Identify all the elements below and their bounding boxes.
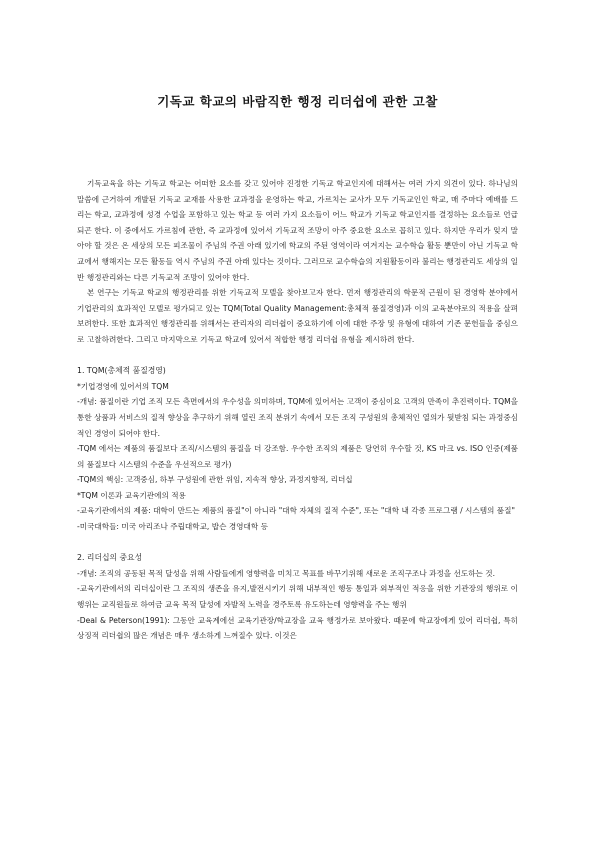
section-heading: 2. 리더십의 중요성 xyxy=(77,553,143,563)
section-item: -교육기관에서의 제품: 대학이 만드는 제품의 품질"이 아니라 "대학 자체의 질적 수준", 또는 "대학 내 각종 프로그램 / 시스템의 품질" xyxy=(77,506,515,516)
section-tqm xyxy=(77,363,518,535)
document-body xyxy=(77,176,518,644)
section-item: *TQM 이론과 교육기관에의 적용 xyxy=(77,490,186,500)
intro-paragraph: 본 연구는 기독교 학교의 행정관리를 위한 기독교적 모델을 찾아보고자 한다. 먼저 행정관리의 학문적 근원이 된 경영학 분야에서 기업관리의 효과적인 모델로 평가되고 있는 TQM(Total Quality Management:총체적 품질경영)과 이의 교육분야로의 적용을 살펴보려한다. 또한 효과적인 행정관리를 위해서는 관리자의 리더쉽이 중요하기에 이에 대한 주장 및 유형에 대하여 기존 문헌들을 중심으로 고찰하려한다. 그리고 마지막으로 기독교 학교에 있어서 적합한 행정 리더쉽 유형을 제시하려 한다. xyxy=(77,288,518,344)
section-item: -TQM의 핵심: 고객중심, 하부 구성원에 관한 위임, 지속적 향상, 과정지향적, 리더십 xyxy=(77,475,353,485)
spacer xyxy=(77,535,518,551)
section-leadership xyxy=(77,550,518,644)
section-item: -교육기관에서의 리더십이란 그 조직의 생존을 유지,발전시키기 위해 내부적인 행동 통일과 외부적인 적응을 위한 기관장의 행위로 이 행위는 교직원들로 하여금 교육 목적 달성에 자발적 노력을 경주토록 유도하는데 영향력을 주는 행위 xyxy=(77,584,518,610)
intro-paragraph: 기독교육을 하는 기독교 학교는 어떠한 요소를 갖고 있어야 진정한 기독교 학교인지에 대해서는 여러 가지 의견이 있다. 하나님의 말씀에 근거하여 개발된 기독교 교재를 사용한 교과정을 운영하는 학교, 가르치는 교사가 모두 기독교인인 학교, 매 주마다 예배를 드리는 학교, 교과정에 성경 수업을 포함하고 있는 학교 등 여러 가지 요소들이 어느 학교가 기독교 학교인지를 결정하는 요소들로 언급되곤 한다. 이 중에서도 가르침에 관한, 즉 교과정에 있어서 기독교적 조망이 아주 중요한 요소로 꼽히고 있다. 하지만 우리가 잊지 말아야 할 것은 온 세상의 모든 피조물이 주님의 주권 아래 있기에 학교의 주된 영역이라 여겨지는 교수학습 활동 뿐만이 아닌 기독교 학교에서 행해지는 모든 활동들 역시 주님의 주권 아래 있다는 것이다. 그러므로 교수학습의 지원활동이라 불리는 행정관리도 세상의 일반 행정관리와는 다른 기독교적 조망이 있어야 한다. xyxy=(77,179,518,282)
section-item: *기업경영에 있어서의 TQM xyxy=(77,381,169,391)
section-heading: 1. TQM(총체적 품질경영) xyxy=(77,366,166,376)
section-item: -미국대학들: 미국 아리조나 주립대학교, 밥슨 경영대학 등 xyxy=(77,522,268,532)
spacer xyxy=(77,348,518,364)
document-title: 기독교 학교의 바람직한 행정 리더쉽에 관한 고찰 xyxy=(157,94,438,109)
section-item: -TQM 에서는 제품의 품질보다 조직/시스템의 품질을 더 강조함. 우수한 조직의 제품은 당연히 우수할 것, KS 마크 vs. ISO 인증(제품의 품질보다 시스템의 수준을 우선적으로 평가) xyxy=(77,444,518,469)
section-item: -Deal & Peterson(1991): 그동안 교육계에선 교육기관장/학교장을 교육 행정가로 보아왔다. 때문에 학교장에게 있어 리더쉽, 특히 상징적 리더쉽의 많은 개념은 매우 생소하게 느껴질수 있다. 이것은 xyxy=(77,615,518,641)
section-item: -개념: 조직의 공동된 목적 달성을 위해 사람들에게 영향력을 미치고 목표를 바꾸기위해 새로운 조직구조나 과정을 선도하는 것. xyxy=(77,568,496,578)
section-item: -개념: 품질이란 기업 조직 모든 측면에서의 우수성을 의미하며, TQM에 있어서는 고객이 중심이요 고객의 만족이 추진력이다. TQM을 통한 상품과 서비스의 질적 향상을 추구하기 위해 열린 조직 분위기 속에서 모든 조직 구성원의 총체적인 열의가 뒷받침 되는 과정중심적인 경영이 되어야 한다. xyxy=(77,397,518,438)
